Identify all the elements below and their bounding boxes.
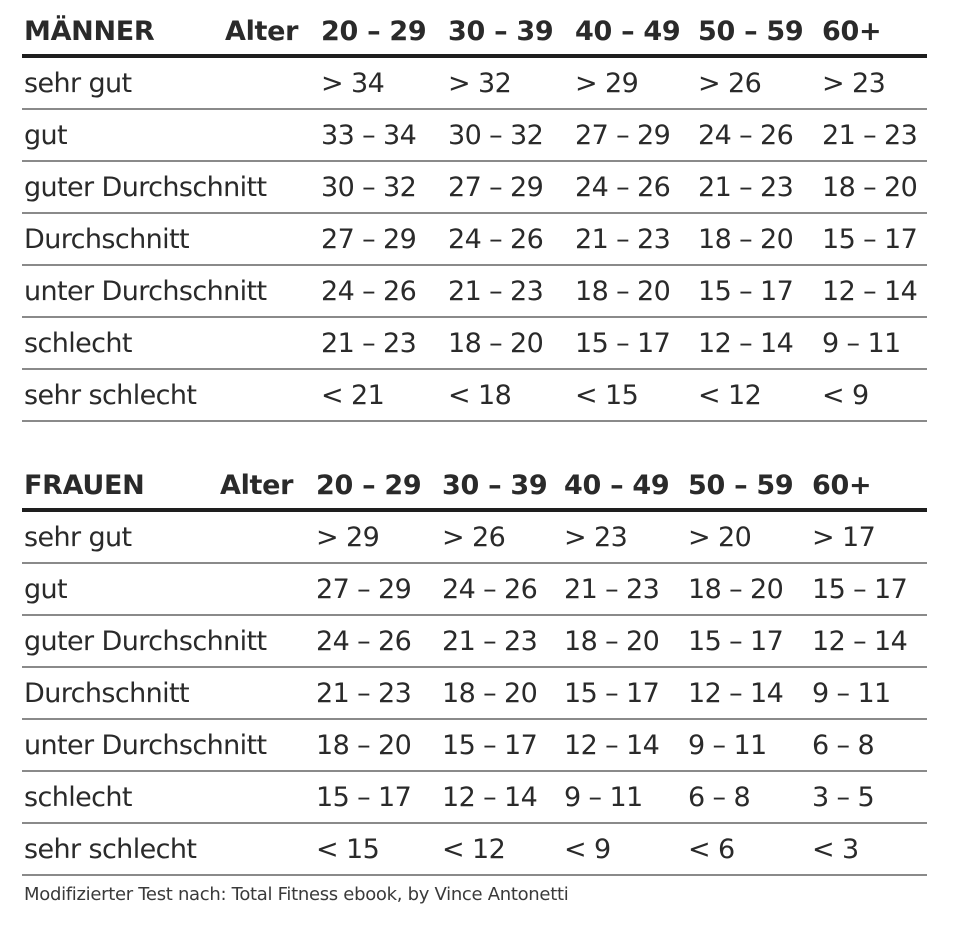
table-cell: 15 – 17	[442, 729, 538, 761]
table-cell: 15 – 17	[575, 327, 671, 359]
table-cell: 30 – 32	[448, 119, 544, 151]
table-cell: > 20	[688, 521, 752, 553]
table-cell: < 21	[321, 379, 385, 411]
men-table-row	[22, 214, 927, 266]
table-cell: 12 – 14	[564, 729, 660, 761]
men-table-row	[22, 110, 927, 162]
rating-label: sehr schlecht	[24, 833, 197, 865]
table-cell: > 26	[698, 67, 762, 99]
women-table-row	[22, 668, 927, 720]
women-age-label: Alter	[220, 469, 294, 501]
table-cell: < 12	[442, 833, 506, 865]
table-cell: 3 – 5	[812, 781, 875, 813]
rating-label: Durchschnitt	[24, 223, 189, 255]
table-cell: 18 – 20	[688, 573, 784, 605]
table-cell: 18 – 20	[316, 729, 412, 761]
rating-label: Durchschnitt	[24, 677, 189, 709]
table-cell: > 34	[321, 67, 385, 99]
rating-label: guter Durchschnitt	[24, 171, 267, 203]
table-cell: 15 – 17	[688, 625, 784, 657]
women-table	[22, 462, 927, 876]
table-cell: < 12	[698, 379, 762, 411]
table-cell: < 18	[448, 379, 512, 411]
table-cell: 27 – 29	[316, 573, 412, 605]
rating-label: schlecht	[24, 781, 132, 813]
table-cell: 24 – 26	[698, 119, 794, 151]
men-header-row	[22, 8, 927, 58]
men-table-row	[22, 58, 927, 110]
table-cell: 21 – 23	[575, 223, 671, 255]
men-table-row	[22, 370, 927, 422]
table-cell: 27 – 29	[575, 119, 671, 151]
women-header-row	[22, 462, 927, 512]
women-age-group-header: 50 – 59	[688, 469, 794, 501]
table-cell: < 9	[564, 833, 611, 865]
table-cell: 12 – 14	[812, 625, 908, 657]
table-cell: 18 – 20	[575, 275, 671, 307]
table-cell: 24 – 26	[448, 223, 544, 255]
men-age-group-header: 60+	[822, 15, 882, 47]
table-cell: > 23	[564, 521, 628, 553]
table-cell: 27 – 29	[448, 171, 544, 203]
men-table-row	[22, 318, 927, 370]
table-cell: 15 – 17	[822, 223, 918, 255]
table-cell: 6 – 8	[812, 729, 875, 761]
table-cell: > 29	[575, 67, 639, 99]
table-cell: 24 – 26	[575, 171, 671, 203]
table-cell: 12 – 14	[688, 677, 784, 709]
table-cell: < 3	[812, 833, 859, 865]
table-cell: 15 – 17	[316, 781, 412, 813]
men-age-group-header: 30 – 39	[448, 15, 554, 47]
table-cell: 6 – 8	[688, 781, 751, 813]
table-cell: 24 – 26	[321, 275, 417, 307]
table-cell: 18 – 20	[564, 625, 660, 657]
table-cell: 12 – 14	[698, 327, 794, 359]
table-cell: 21 – 23	[564, 573, 660, 605]
women-table-row	[22, 564, 927, 616]
women-age-group-header: 60+	[812, 469, 872, 501]
table-cell: > 23	[822, 67, 886, 99]
table-cell: > 26	[442, 521, 506, 553]
table-cell: < 15	[316, 833, 380, 865]
men-table-row	[22, 162, 927, 214]
table-cell: > 17	[812, 521, 876, 553]
table-cell: > 32	[448, 67, 512, 99]
women-table-title: FRAUEN	[24, 469, 145, 501]
table-cell: 21 – 23	[698, 171, 794, 203]
table-cell: 12 – 14	[822, 275, 918, 307]
men-age-group-header: 50 – 59	[698, 15, 804, 47]
rating-label: guter Durchschnitt	[24, 625, 267, 657]
table-cell: 9 – 11	[822, 327, 901, 359]
rating-label: sehr gut	[24, 67, 132, 99]
table-cell: 21 – 23	[442, 625, 538, 657]
women-table-row	[22, 824, 927, 876]
table-cell: 15 – 17	[564, 677, 660, 709]
table-cell: < 6	[688, 833, 735, 865]
table-cell: 30 – 32	[321, 171, 417, 203]
table-cell: 18 – 20	[442, 677, 538, 709]
table-cell: 21 – 23	[822, 119, 918, 151]
rating-label: schlecht	[24, 327, 132, 359]
men-age-group-header: 20 – 29	[321, 15, 427, 47]
table-cell: < 15	[575, 379, 639, 411]
table-cell: 24 – 26	[316, 625, 412, 657]
table-cell: 9 – 11	[812, 677, 891, 709]
men-table-row	[22, 266, 927, 318]
table-cell: 18 – 20	[448, 327, 544, 359]
women-age-group-header: 30 – 39	[442, 469, 548, 501]
table-cell: 21 – 23	[448, 275, 544, 307]
men-age-label: Alter	[225, 15, 299, 47]
rating-label: sehr schlecht	[24, 379, 197, 411]
rating-label: sehr gut	[24, 521, 132, 553]
table-cell: 21 – 23	[321, 327, 417, 359]
women-table-row	[22, 512, 927, 564]
men-age-group-header: 40 – 49	[575, 15, 681, 47]
rating-label: unter Durchschnitt	[24, 729, 267, 761]
table-cell: 12 – 14	[442, 781, 538, 813]
table-cell: 24 – 26	[442, 573, 538, 605]
women-table-row	[22, 772, 927, 824]
table-cell: 33 – 34	[321, 119, 417, 151]
table-cell: 21 – 23	[316, 677, 412, 709]
table-cell: 9 – 11	[564, 781, 643, 813]
rating-label: unter Durchschnitt	[24, 275, 267, 307]
table-cell: 9 – 11	[688, 729, 767, 761]
table-cell: 18 – 20	[822, 171, 918, 203]
women-age-group-header: 40 – 49	[564, 469, 670, 501]
table-cell: < 9	[822, 379, 869, 411]
table-cell: > 29	[316, 521, 380, 553]
women-table-row	[22, 616, 927, 668]
table-cell: 15 – 17	[812, 573, 908, 605]
source-footnote: Modifizierter Test nach: Total Fitness ebook, by Vince Antonetti	[24, 884, 569, 905]
women-table-row	[22, 720, 927, 772]
men-table	[22, 8, 927, 422]
rating-label: gut	[24, 119, 68, 151]
men-table-title: MÄNNER	[24, 15, 155, 47]
table-cell: 27 – 29	[321, 223, 417, 255]
table-cell: 15 – 17	[698, 275, 794, 307]
table-cell: 18 – 20	[698, 223, 794, 255]
women-age-group-header: 20 – 29	[316, 469, 422, 501]
rating-label: gut	[24, 573, 68, 605]
